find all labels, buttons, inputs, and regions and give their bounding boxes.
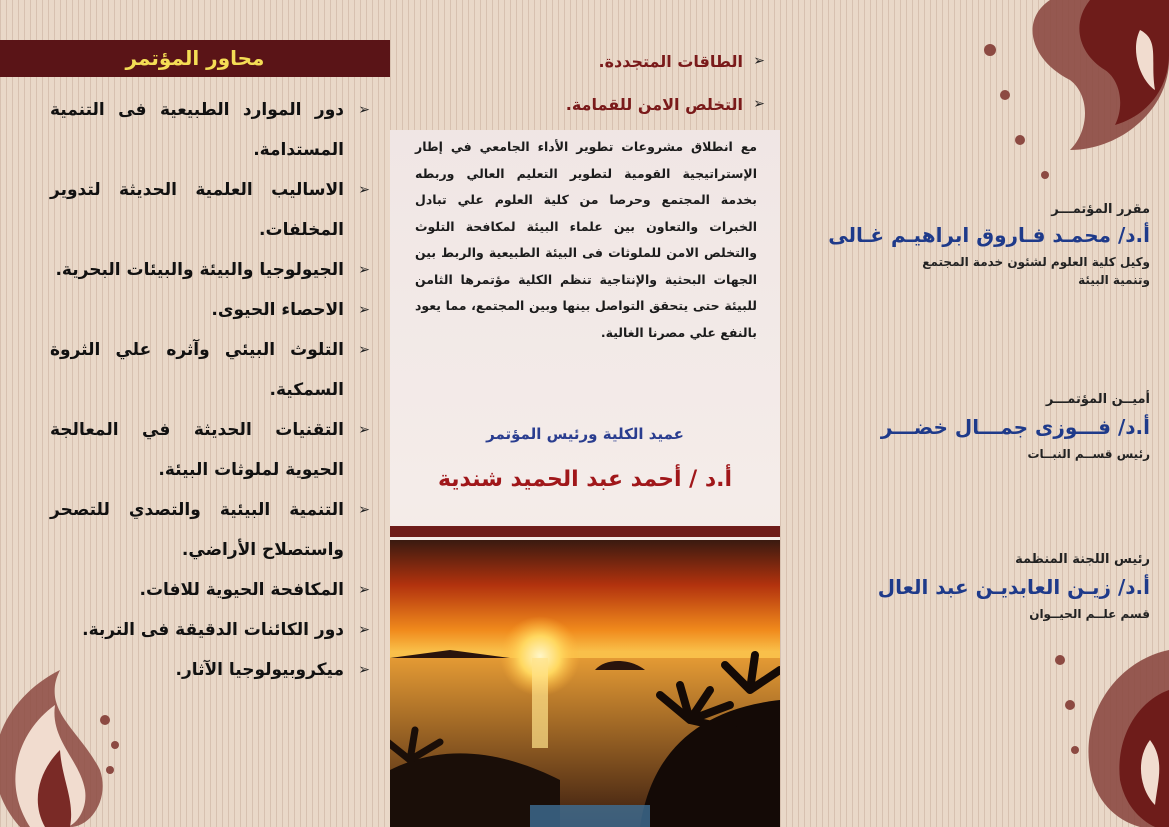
arrow-bullet-icon: ➢: [358, 582, 370, 598]
role-label: أميــن المؤتمـــر: [1045, 392, 1150, 407]
paisley-ornament-icon: [1040, 620, 1169, 827]
arrow-bullet-icon: ➢: [358, 182, 370, 198]
list-item: ➢ التلوث البيئي وآثره علي الثروة السمكية.: [50, 330, 370, 410]
dean-title: عميد الكلية ورئيس المؤتمر: [486, 425, 684, 443]
organizing-name: أ.د/ زيـن العابديـن عبد العال: [877, 575, 1150, 599]
arrow-bullet-icon: ➢: [358, 502, 370, 518]
topics-continued-list: [435, 40, 765, 126]
secretary-name: أ.د/ فـــوزى جمـــال خضـــر: [880, 415, 1150, 439]
secretary-block: [780, 392, 1150, 463]
rapporteur-sub2: وتنمية البيئة: [1078, 273, 1150, 287]
axes-header: محاور المؤتمر: [0, 40, 390, 77]
arrow-bullet-icon: ➢: [358, 422, 370, 438]
secretary-sub1: رئيس قســم النبــات: [1027, 447, 1150, 461]
arrow-bullet-icon: ➢: [358, 662, 370, 678]
paisley-ornament-icon: [930, 0, 1169, 190]
arrow-bullet-icon: ➢: [358, 342, 370, 358]
list-item: ➢ الطاقات المتجددة.: [435, 40, 765, 83]
conference-axes-panel: [0, 0, 390, 827]
arrow-bullet-icon: ➢: [358, 102, 370, 118]
list-item: ➢ المكافحة الحيوية للافات.: [50, 570, 370, 610]
dean-name: أ.د / أحمد عبد الحميد شندية: [437, 467, 733, 492]
list-item: ➢ التقنيات الحديثة في المعالجة الحيوية لملوثات البيئة.: [50, 410, 370, 490]
intro-panel: [390, 0, 780, 827]
list-item: ➢ التنمية البيئية والتصدي للتصحر واستصلاح الأراضي.: [50, 490, 370, 570]
organizers-panel: [780, 0, 1169, 827]
rapporteur-block: [780, 202, 1150, 289]
list-item: ➢ التخلص الامن للقمامة.: [435, 83, 765, 126]
role-label: مقرر المؤتمـــر: [1051, 202, 1150, 217]
list-item: ➢ الاساليب العلمية الحديثة لتدوير المخلفات.: [50, 170, 370, 250]
arrow-bullet-icon: ➢: [358, 262, 370, 278]
arrow-bullet-icon: ➢: [358, 622, 370, 638]
list-item: ➢ الاحصاء الحيوى.: [50, 290, 370, 330]
role-label: رئيس اللجنة المنظمة: [1015, 552, 1150, 567]
rapporteur-sub1: وكيل كلية العلوم لشئون خدمة المجتمع: [922, 255, 1150, 269]
sunset-photo: [390, 540, 780, 827]
organizing-sub1: قسم علــم الحيــوان: [1029, 607, 1150, 621]
organizing-block: [780, 552, 1150, 623]
intro-paragraph: مع انطلاق مشروعات تطوير الأداء الجامعي في إطار الإستراتيجية القومية لتطوير التعليم العالي وربطه بخدمة المجتمع وحرصا من كلية العلوم علي تبادل الخبرات والتعاون بين علماء البيئة لمكافحة التلوث والتخلص الامن للملوثات فى البيئة الطبيعية والربط بين الجهات البحثية والإنتاجية تنظم الكلية مؤتمرها الثامن للبيئة حتى يتحقق التواصل بينها وبين المجتمع، مما يعود بالنفع علي مصرنا الغالية.: [415, 139, 757, 340]
arrow-bullet-icon: ➢: [753, 96, 765, 112]
rapporteur-name: أ.د/ محمـد فـاروق ابراهيـم غـالى: [828, 223, 1150, 247]
arrow-bullet-icon: ➢: [358, 302, 370, 318]
arrow-bullet-icon: ➢: [753, 53, 765, 69]
list-item: ➢ دور الموارد الطبيعية فى التنمية المستدامة.: [50, 90, 370, 170]
list-item: ➢ ميكروبيولوجيا الآثار.: [50, 650, 370, 690]
axes-list: [50, 90, 370, 690]
list-item: ➢ الجيولوجيا والبيئة والبيئات البحرية.: [50, 250, 370, 290]
divider-band: [390, 526, 780, 537]
list-item: ➢ دور الكائنات الدقيقة فى التربة.: [50, 610, 370, 650]
